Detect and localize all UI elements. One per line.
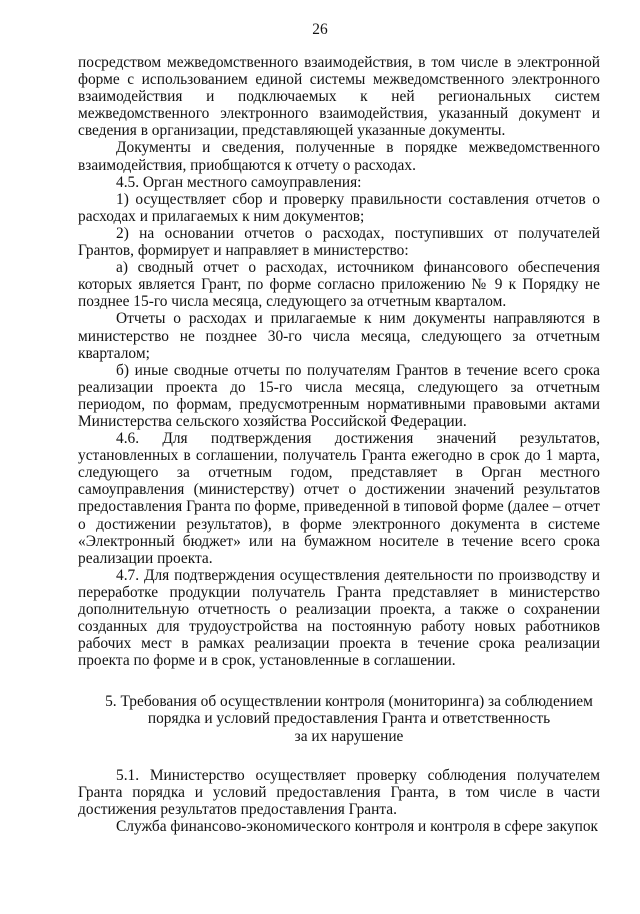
paragraph: Служба финансово-экономического контроля и контроля в сфере закупок (116, 817, 598, 835)
paragraph: б) иные сводные отчеты по получателям Грантов в течение всего срока реализации проекта до 15-го числа месяца, следующего за отчетным периодом, по формам, предусмотренным нормативными правовыми актами Министерства сельского хозяйства Российской Федерации. (78, 361, 600, 430)
section-heading-line: за их нарушение (294, 727, 404, 745)
section-heading-line: 5. Требования об осуществлении контроля (мониторинга) за соблюдением (105, 693, 593, 711)
paragraph: а) сводный отчет о расходах, источником финансового обеспечения которых является Грант, по форме согласно приложению № 9 к Порядку не позднее 15-го числа месяца, следующего за отчетным кварталом. (78, 259, 600, 311)
paragraph: 4.6. Для подтверждения достижения значений результатов, установленных в соглашении, получатель Гранта ежегодно в срок до 1 марта, следующего за отчетным годом, представляет в Орган местного самоуправления (министерству) отчет о достижении значений результатов предоставления Гранта по форме, приведенной в типовой форме (далее – отчет о достижении результатов), в форме электронного документа в системе «Электронный бюджет» или на бумажном носителе в течение всего срока реализации проекта. (78, 430, 600, 567)
paragraph: Отчеты о расходах и прилагаемые к ним документы направляются в министерство не позднее 30-го числа месяца, следующего за отчетным кварталом; (78, 310, 600, 362)
paragraph: Документы и сведения, полученные в порядке межведомственного взаимодействия, приобщаются к отчету о расходах. (78, 139, 600, 174)
section-heading-line: порядка и условий предоставления Гранта и ответственность (147, 710, 551, 728)
paragraph: 5.1. Министерство осуществляет проверку соблюдения получателем Гранта порядка и условий предоставления Гранта, в том числе в части достижения результатов предоставления Гранта. (78, 766, 600, 818)
paragraph: 4.5. Орган местного самоуправления: (116, 173, 362, 191)
page-number: 26 (312, 21, 328, 38)
paragraph: посредством межведомственного взаимодействия, в том числе в электронной форме с использованием единой системы межведомственного электронного взаимодействия и подключаемых к ней региональных систем межведомственного электронного взаимодействия, указанный документ и сведения в организации, представляющей указанные документы. (78, 54, 600, 140)
paragraph: 2) на основании отчетов о расходах, поступивших от получателей Грантов, формирует и направляет в министерство: (78, 224, 600, 260)
section-heading (78, 693, 600, 744)
paragraph: 4.7. Для подтверждения осуществления деятельности по производству и переработке продукции получатель Гранта представляет в министерство дополнительную отчетность о реализации проекта, а также о сохранении созданных для трудоустройства на постоянную работу новых работников рабочих мест в рамках реализации проекта в течение срока реализации проекта по форме и в срок, установленные в соглашении. (78, 566, 600, 670)
paragraph: 1) осуществляет сбор и проверку правильности составления отчетов о расходах и прилагаемых к ним документов; (78, 190, 600, 225)
